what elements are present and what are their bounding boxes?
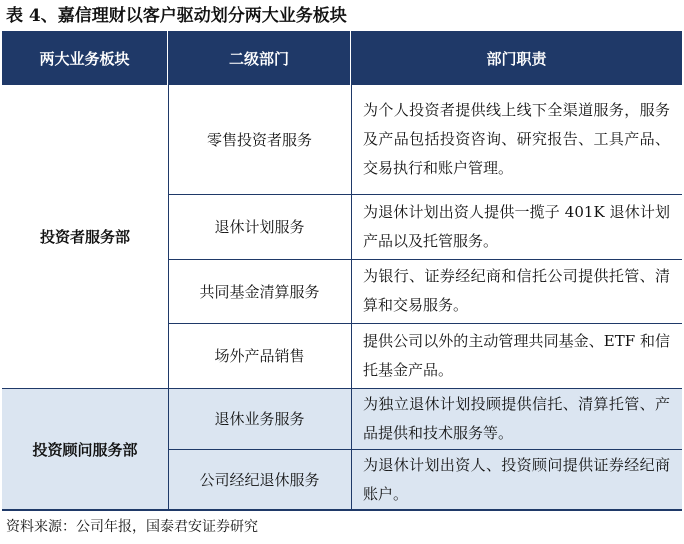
segment-advisor-services: 投资顾问服务部 <box>2 388 168 510</box>
table-title: 表 4、嘉信理财以客户驱动划分两大业务板块 <box>6 6 347 26</box>
grid-divider <box>2 388 682 389</box>
duty-corporate-brokerage-retirement: 为退休计划出资人、投资顾问提供证券经纪商账户。 <box>351 449 682 510</box>
dept-corporate-brokerage-retirement: 公司经纪退休服务 <box>168 449 351 510</box>
dept-retirement-business: 退休业务服务 <box>168 388 351 449</box>
duty-mutual-fund-clearing: 为银行、证券经纪商和信托公司提供托管、清算和交易服务。 <box>363 267 670 314</box>
grid-divider <box>168 194 682 195</box>
dept-retirement-plan: 退休计划服务 <box>214 218 305 236</box>
duty-retirement-business: 为独立退休计划投顾提供信托、清算托管、产品提供和技术服务等。 <box>351 388 682 449</box>
duty-retail-investor: 为个人投资者提供线上线下全渠道服务，服务及产品包括投资咨询、研究报告、工具产品、交易执行和账户管理。 <box>363 101 670 177</box>
grid-divider <box>168 449 682 450</box>
source-note: 资料来源：公司年报，国泰君安证券研究 <box>6 519 258 535</box>
duty-otc-product-sales: 提供公司以外的主动管理共同基金、ETF 和信托基金产品。 <box>363 331 670 379</box>
header-business-segment: 两大业务板块 <box>2 31 168 85</box>
dept-retail-investor: 零售投资者服务 <box>206 131 312 149</box>
grid-divider <box>168 85 169 510</box>
table-bottom-border <box>2 509 682 511</box>
business-table <box>2 31 682 510</box>
header-responsibilities: 部门职责 <box>351 31 682 85</box>
grid-divider <box>168 323 682 324</box>
dept-otc-product-sales: 场外产品销售 <box>214 347 305 365</box>
grid-divider <box>168 259 682 260</box>
grid-divider <box>351 85 352 510</box>
segment-investor-services: 投资者服务部 <box>39 228 130 246</box>
duty-retirement-plan: 为退休计划出资人提供一揽子 401K 退休计划产品以及托管服务。 <box>363 202 670 250</box>
header-department: 二级部门 <box>168 31 351 85</box>
dept-mutual-fund-clearing: 共同基金清算服务 <box>199 282 320 301</box>
